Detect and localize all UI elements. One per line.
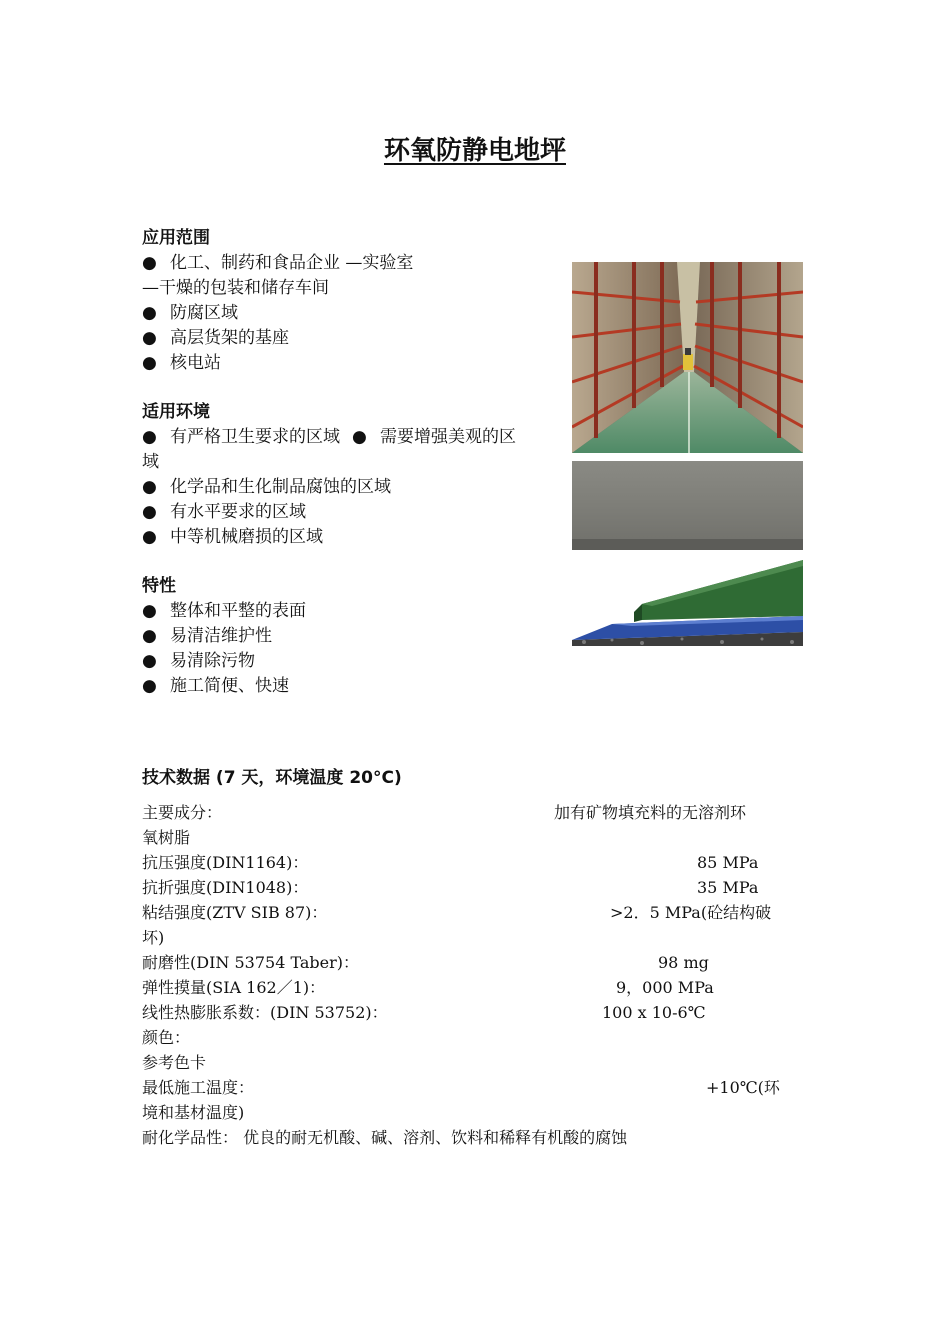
application-item: ● 高层货架的基座 bbox=[142, 326, 562, 351]
tech-label: 线性热膨胀系数：(DIN 53752)： bbox=[142, 1003, 388, 1022]
application-heading: 应用范围 bbox=[142, 228, 210, 248]
tech-label: 坏) bbox=[142, 928, 165, 947]
environment-heading: 适用环境 bbox=[142, 402, 210, 422]
tech-row bbox=[142, 1050, 784, 1075]
bullet-icon: ● bbox=[142, 427, 157, 447]
tech-row bbox=[142, 1075, 784, 1100]
tech-value: +10℃(环 bbox=[706, 1078, 780, 1097]
environment-item: 域 bbox=[142, 452, 159, 472]
bullet-icon: ● bbox=[142, 651, 157, 671]
property-item: ● 整体和平整的表面 bbox=[142, 599, 562, 624]
property-item: ● 易清除污物 bbox=[142, 649, 562, 674]
tech-label: 弹性摸量(SIA 162／1)： bbox=[142, 978, 326, 997]
bullet-icon: ● bbox=[142, 328, 157, 348]
tech-row bbox=[142, 825, 784, 850]
application-section bbox=[142, 226, 562, 376]
tech-row bbox=[142, 1125, 784, 1150]
bullet-icon: ● bbox=[142, 303, 157, 323]
bullet-icon: ● bbox=[142, 253, 157, 273]
tech-value: 加有矿物填充料的无溶剂环 bbox=[554, 803, 747, 822]
tech-label: 主要成分： bbox=[142, 803, 223, 822]
page-title: 环氧防静电地坪 bbox=[383, 136, 566, 166]
tech-value: 98 mg bbox=[658, 953, 709, 972]
tech-label: 参考色卡 bbox=[142, 1053, 207, 1072]
tech-row bbox=[142, 900, 784, 925]
tech-label: 粘结强度(ZTV SIB 87)： bbox=[142, 903, 328, 922]
bullet-icon: ● bbox=[142, 353, 157, 373]
tech-value: 35 MPa bbox=[697, 878, 759, 897]
tech-row bbox=[142, 850, 784, 875]
tech-label: 最低施工温度： bbox=[142, 1078, 255, 1097]
tech-row bbox=[142, 1000, 784, 1025]
bullet-icon: ● bbox=[352, 427, 367, 447]
environment-item: ● 中等机械磨损的区域 bbox=[142, 525, 562, 550]
bullet-icon: ● bbox=[142, 502, 157, 522]
bullet-icon: ● bbox=[142, 676, 157, 696]
property-item: ● 施工简便、快速 bbox=[142, 674, 562, 699]
properties-section bbox=[142, 574, 562, 699]
bullet-icon: ● bbox=[142, 626, 157, 646]
tech-row bbox=[142, 1025, 784, 1050]
tech-label: 耐化学品性： 优良的耐无机酸、碱、溶剂、饮料和稀释有机酸的腐蚀 bbox=[142, 1128, 628, 1147]
property-item: ● 易清洁维护性 bbox=[142, 624, 562, 649]
tech-value: 85 MPa bbox=[697, 853, 759, 872]
tech-row bbox=[142, 1100, 784, 1125]
tech-row bbox=[142, 950, 784, 975]
environment-section bbox=[142, 400, 562, 550]
tech-row bbox=[142, 800, 784, 825]
tech-row bbox=[142, 975, 784, 1000]
application-item: ● 化工、制药和食品企业 —实验室 bbox=[142, 251, 562, 276]
grey-floor-surface-photo bbox=[572, 461, 803, 550]
tech-label: 境和基材温度) bbox=[142, 1103, 245, 1122]
tech-value: 100 x 10-6℃ bbox=[602, 1003, 706, 1022]
warehouse-floor-photo bbox=[572, 262, 803, 453]
tech-row bbox=[142, 925, 784, 950]
bullet-icon: ● bbox=[142, 477, 157, 497]
bullet-icon: ● bbox=[142, 601, 157, 621]
floor-layers-cross-section bbox=[572, 560, 803, 646]
properties-heading: 特性 bbox=[142, 576, 176, 596]
environment-item: ● 化学品和生化制品腐蚀的区域 bbox=[142, 475, 562, 500]
application-item: ● 防腐区域 bbox=[142, 301, 562, 326]
tech-label: 抗压强度(DIN1164)： bbox=[142, 853, 309, 872]
tech-label: 耐磨性(DIN 53754 Taber)： bbox=[142, 953, 360, 972]
environment-item: ● 有严格卫生要求的区域 ● 需要增强美观的区 bbox=[142, 425, 562, 450]
application-item: —干燥的包装和储存车间 bbox=[142, 278, 329, 298]
tech-data-heading: 技术数据 (7 天，环境温度 20°C) bbox=[142, 768, 402, 788]
tech-label: 抗折强度(DIN1048)： bbox=[142, 878, 309, 897]
tech-label: 颜色： bbox=[142, 1028, 191, 1047]
environment-item: ● 有水平要求的区域 bbox=[142, 500, 562, 525]
bullet-icon: ● bbox=[142, 527, 157, 547]
tech-row bbox=[142, 875, 784, 900]
application-item: ● 核电站 bbox=[142, 351, 562, 376]
tech-value: 9，000 MPa bbox=[616, 978, 714, 997]
tech-label: 氧树脂 bbox=[142, 828, 191, 847]
tech-value: >2．5 MPa(砼结构破 bbox=[610, 903, 772, 922]
